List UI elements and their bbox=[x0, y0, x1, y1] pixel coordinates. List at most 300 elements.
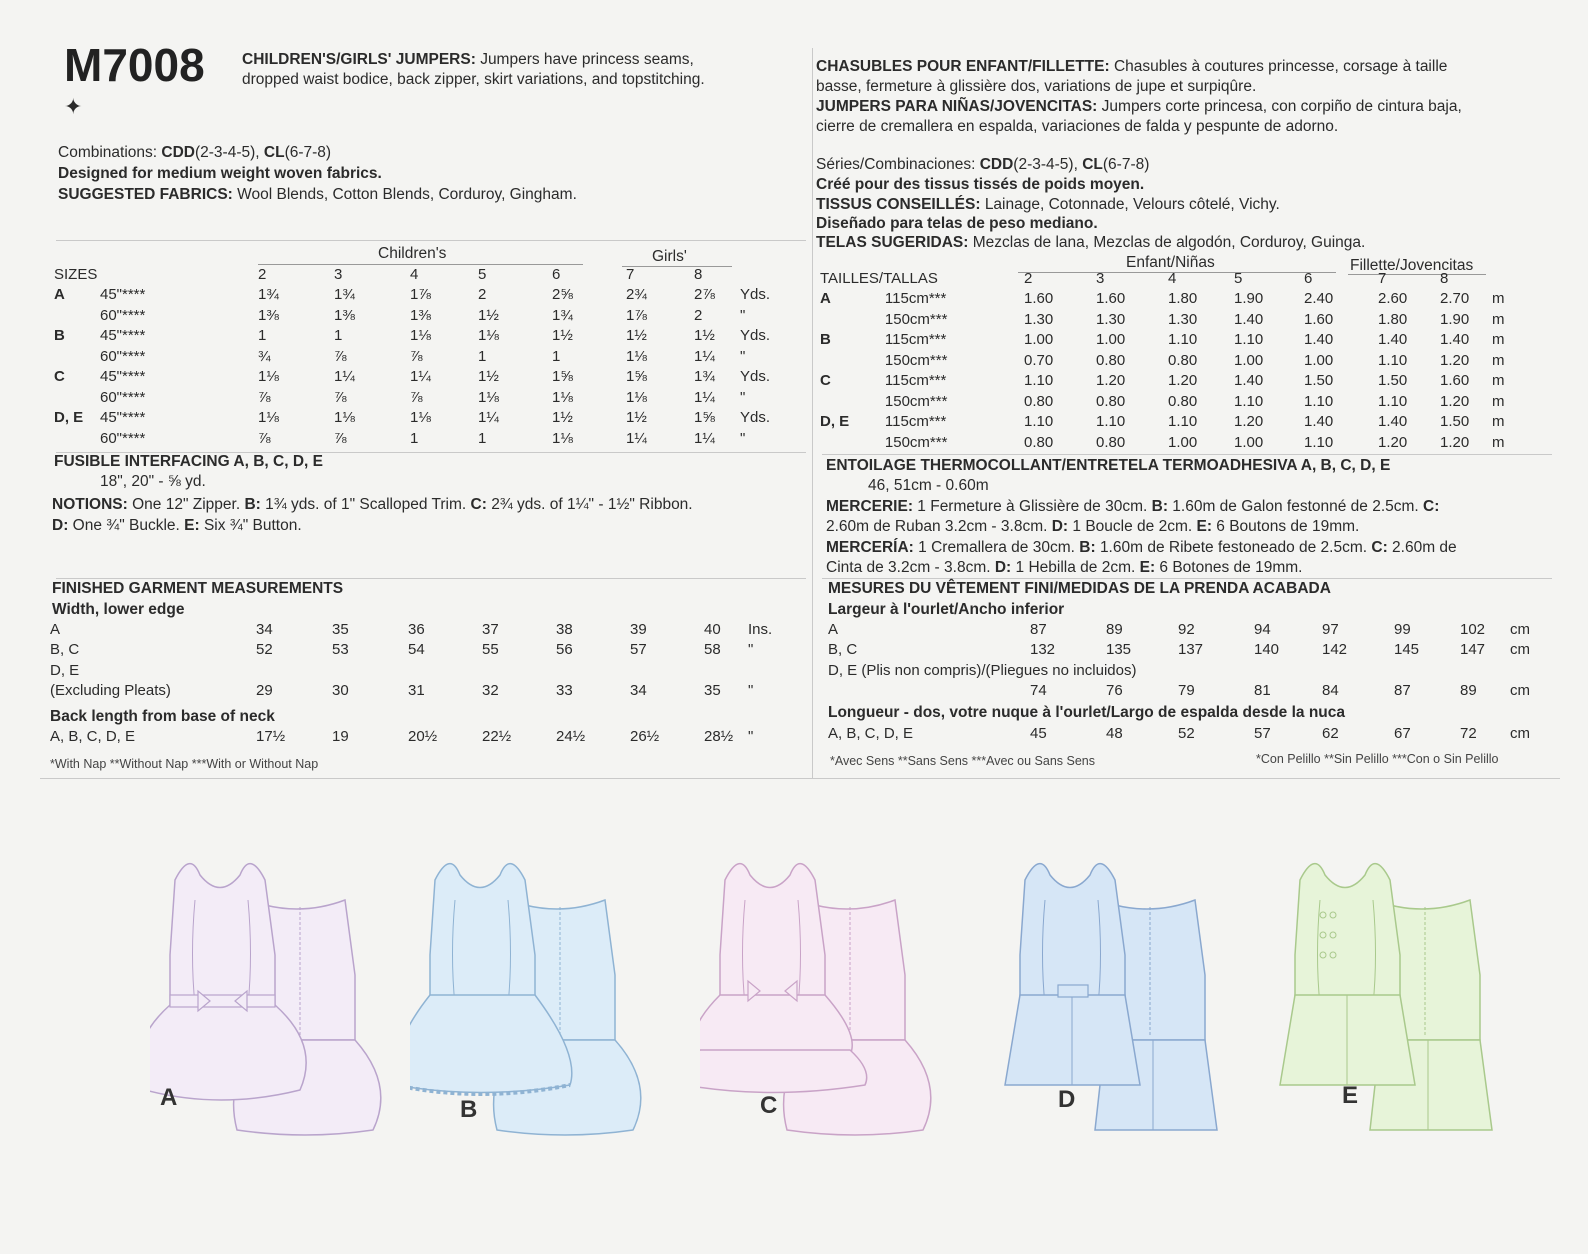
yardage-value: 1.10 bbox=[1304, 433, 1334, 451]
measurement-row bbox=[828, 723, 1550, 744]
yardage-value: 1.40 bbox=[1378, 413, 1408, 431]
fr-group-children: Enfant/Niñas bbox=[1126, 254, 1215, 271]
yardage-view-label bbox=[820, 350, 885, 371]
en-back-label: Back length from base of neck bbox=[50, 708, 275, 725]
fr-back-label: Longueur - dos, votre nuque à l'ourlet/Largo de espalda desde la nuca bbox=[828, 704, 1345, 721]
measurement-label: (Excluding Pleats) bbox=[50, 682, 171, 700]
measurement-value: 89 bbox=[1460, 682, 1477, 700]
en-fabrics bbox=[58, 185, 577, 204]
yardage-value: 1.50 bbox=[1378, 372, 1408, 390]
measurement-unit: cm bbox=[1510, 641, 1530, 659]
en-notions-line1 bbox=[52, 495, 693, 514]
pattern-code: M7008 bbox=[64, 39, 205, 91]
yardage-value: 1.60 bbox=[1096, 290, 1126, 308]
yardage-value: 1⅛ bbox=[552, 429, 573, 447]
en-size-7: 7 bbox=[626, 265, 635, 283]
en-designed: Designed for medium weight woven fabrics. bbox=[58, 165, 382, 182]
es-desc1: Jumpers corte princesa, con corpiño de cintura baja, bbox=[1101, 98, 1462, 115]
measurement-label: A bbox=[828, 620, 839, 638]
yardage-fabric-width: 60"**** bbox=[100, 388, 146, 406]
yardage-fabric-width: 150cm*** bbox=[884, 433, 948, 451]
en-title-line1 bbox=[242, 50, 694, 69]
yardage-row bbox=[54, 408, 790, 429]
en-desc2: dropped waist bodice, back zipper, skirt variations, and topstitching. bbox=[242, 71, 705, 88]
en-finished-table bbox=[50, 619, 788, 701]
front-bodice bbox=[1020, 864, 1125, 1005]
yardage-value: 1⅜ bbox=[334, 306, 355, 324]
yardage-value: 1¼ bbox=[410, 368, 431, 386]
yardage-value: 1 bbox=[410, 429, 419, 447]
en-combinations bbox=[58, 143, 331, 162]
yardage-view-label bbox=[54, 305, 100, 326]
yardage-value: 1.10 bbox=[1378, 351, 1408, 369]
measurement-value bbox=[556, 660, 630, 681]
yardage-value: 0.80 bbox=[1024, 433, 1054, 451]
en-title: CHILDREN'S/GIRLS' JUMPERS: bbox=[242, 51, 476, 68]
yardage-value: 1.30 bbox=[1024, 310, 1054, 328]
yardage-value: 1.40 bbox=[1440, 331, 1470, 349]
en-comb-cdd: CDD bbox=[161, 144, 195, 161]
fr-mercerie-d: D: bbox=[1051, 518, 1069, 535]
es-merceria-buttons: 6 Botones de 19mm. bbox=[1159, 559, 1303, 576]
yardage-value: 1¼ bbox=[478, 409, 499, 427]
measurement-label: B, C bbox=[50, 641, 80, 659]
en-notions-line2 bbox=[52, 516, 302, 535]
yardage-row bbox=[54, 326, 790, 347]
es-fabrics-label: TELAS SUGERIDAS: bbox=[816, 234, 969, 251]
measurement-value: 92 bbox=[1178, 620, 1195, 638]
yardage-view-label bbox=[54, 387, 100, 408]
yardage-value: ⅞ bbox=[258, 429, 271, 447]
fr-back-row bbox=[828, 723, 1550, 744]
yardage-value: 1¼ bbox=[334, 368, 355, 386]
front-bodice bbox=[170, 864, 275, 1005]
yardage-value: 1.40 bbox=[1304, 331, 1334, 349]
yardage-value: ⅞ bbox=[334, 429, 347, 447]
yardage-value: 1.20 bbox=[1234, 413, 1264, 431]
yardage-value: 1.20 bbox=[1440, 392, 1470, 410]
fr-comb-cdd: CDD bbox=[979, 156, 1014, 173]
measurement-unit: Ins. bbox=[748, 620, 773, 638]
measurement-value: 87 bbox=[1030, 620, 1047, 638]
yardage-value: 1.50 bbox=[1440, 413, 1470, 431]
view-label-a: A bbox=[160, 1084, 178, 1111]
yardage-fabric-width: 115cm*** bbox=[884, 413, 947, 431]
en-notions-ribbon: 2¾ yds. of 1¼" - 1½" Ribbon. bbox=[491, 496, 693, 513]
measurement-value: 35 bbox=[332, 620, 349, 638]
fr-mercerie-buckle: 1 Boucle de 2cm. bbox=[1072, 518, 1193, 535]
es-merceria-ribbon-a: 2.60m de bbox=[1392, 539, 1457, 556]
measurement-value: 84 bbox=[1322, 682, 1339, 700]
yardage-value: 1.60 bbox=[1304, 310, 1334, 328]
measurement-label: D, E (Plis non compris)/(Pliegues no incluidos) bbox=[828, 661, 1137, 679]
measurement-value: 58 bbox=[704, 641, 721, 659]
yardage-view-label: A bbox=[54, 286, 65, 304]
en-size-6: 6 bbox=[552, 265, 561, 283]
fr-interfacing-label: ENTOILAGE THERMOCOLLANT/ENTRETELA TERMOADHESIVA A, B, C, D, E bbox=[826, 457, 1391, 474]
en-size-4: 4 bbox=[410, 265, 419, 283]
view-label-c: C bbox=[760, 1092, 778, 1119]
measurement-row bbox=[828, 619, 1550, 640]
yardage-value: 1.30 bbox=[1168, 310, 1198, 328]
yardage-view-label: A bbox=[820, 290, 831, 308]
measurement-value: 48 bbox=[1106, 724, 1123, 742]
yardage-value: 1.10 bbox=[1304, 392, 1334, 410]
yardage-unit: m bbox=[1492, 413, 1505, 431]
measurement-value: 62 bbox=[1322, 724, 1339, 742]
yardage-value: 1.10 bbox=[1234, 331, 1264, 349]
fr-size-header-row bbox=[820, 268, 1522, 289]
front-bodice bbox=[430, 864, 535, 1005]
measurement-value: 53 bbox=[332, 641, 349, 659]
yardage-view-label: D, E bbox=[54, 409, 84, 427]
en-notions-trim: 1¾ yds. of 1" Scalloped Trim. bbox=[265, 496, 467, 513]
yardage-value: 1.80 bbox=[1168, 290, 1198, 308]
yardage-value: 1 bbox=[552, 347, 561, 365]
fr-title-line1 bbox=[816, 57, 1447, 76]
measurement-value: 76 bbox=[1106, 682, 1123, 700]
measurement-value: 97 bbox=[1322, 620, 1339, 638]
rule-center bbox=[812, 48, 813, 778]
view-label-d: D bbox=[1058, 1086, 1076, 1113]
measurement-value: 89 bbox=[1106, 620, 1123, 638]
yardage-unit: " bbox=[740, 347, 746, 365]
yardage-fabric-width: 115cm*** bbox=[884, 372, 947, 390]
yardage-row bbox=[54, 367, 790, 388]
star-icon: ✦ bbox=[64, 94, 83, 119]
yardage-value: 1.10 bbox=[1168, 413, 1198, 431]
yardage-view-label: B bbox=[54, 327, 65, 345]
measurement-unit: " bbox=[748, 727, 754, 745]
yardage-value: 1.10 bbox=[1096, 413, 1126, 431]
yardage-value: 2 bbox=[694, 306, 703, 324]
yardage-view-label: B bbox=[820, 331, 831, 349]
measurement-value: 132 bbox=[1030, 641, 1056, 659]
yardage-unit: " bbox=[740, 429, 746, 447]
yardage-value: 2.70 bbox=[1440, 290, 1470, 308]
yardage-unit: " bbox=[740, 306, 746, 324]
measurement-value: 135 bbox=[1106, 641, 1132, 659]
measurement-row bbox=[828, 681, 1550, 702]
en-desc1: Jumpers have princess seams, bbox=[480, 51, 694, 68]
en-comb-cdd-sizes: (2-3-4-5), bbox=[194, 144, 260, 161]
measurement-unit: " bbox=[748, 641, 754, 659]
fr-size-6: 6 bbox=[1304, 269, 1313, 287]
fr-footnote: *Avec Sens **Sans Sens ***Avec ou Sans Sens bbox=[830, 754, 1095, 768]
yardage-value: 1⅛ bbox=[552, 388, 573, 406]
yardage-row bbox=[820, 309, 1522, 330]
yardage-fabric-width: 60"**** bbox=[100, 306, 146, 324]
fr-desc2: basse, fermeture à glissière dos, variations de jupe et surpiqûre. bbox=[816, 78, 1257, 95]
yardage-value: 1⅝ bbox=[694, 409, 715, 427]
es-designed: Diseñado para telas de peso mediano. bbox=[816, 215, 1098, 232]
en-comb-cl-sizes: (6-7-8) bbox=[284, 144, 332, 161]
measurement-value: 57 bbox=[630, 641, 647, 659]
en-notions-c: C: bbox=[470, 496, 487, 513]
yardage-value: 1 bbox=[478, 347, 487, 365]
yardage-value: 1.20 bbox=[1440, 351, 1470, 369]
fr-comb-cl-sizes: (6-7-8) bbox=[1102, 156, 1150, 173]
es-merceria-b: B: bbox=[1079, 539, 1096, 556]
en-back-table bbox=[50, 726, 788, 747]
measurement-value: 31 bbox=[408, 682, 425, 700]
es-merceria-label: MERCERÍA: bbox=[826, 539, 914, 556]
yardage-row bbox=[820, 289, 1522, 310]
en-yardage-table bbox=[54, 264, 790, 449]
yardage-unit: Yds. bbox=[740, 368, 771, 386]
yardage-view-label bbox=[820, 432, 885, 453]
measurement-value: 32 bbox=[482, 682, 499, 700]
es-merceria-trim: 1.60m de Ribete festoneado de 2.5cm. bbox=[1099, 539, 1368, 556]
yardage-value: 1⅝ bbox=[552, 368, 573, 386]
yardage-unit: m bbox=[1492, 351, 1505, 369]
fr-mercerie-ribbon: 2.60m de Ruban 3.2cm - 3.8cm. bbox=[826, 518, 1048, 535]
fr-fabrics-list: Lainage, Cotonnade, Velours côtelé, Vichy. bbox=[984, 196, 1280, 213]
es-merceria-line2 bbox=[826, 558, 1302, 577]
yardage-row bbox=[54, 387, 790, 408]
yardage-value: 1.00 bbox=[1304, 351, 1334, 369]
measurement-label: A bbox=[50, 620, 61, 638]
yardage-value: 1¾ bbox=[334, 286, 355, 304]
yardage-value: 0.80 bbox=[1168, 351, 1198, 369]
yardage-value: 1⅝ bbox=[626, 368, 647, 386]
yardage-value: 1⅛ bbox=[258, 409, 279, 427]
measurement-value: 30 bbox=[332, 682, 349, 700]
yardage-value: ⅞ bbox=[258, 388, 271, 406]
yardage-value: 1.10 bbox=[1378, 392, 1408, 410]
view-label-b: B bbox=[460, 1096, 478, 1123]
fr-finished-rows bbox=[828, 619, 1550, 701]
yardage-fabric-width: 115cm*** bbox=[884, 331, 947, 349]
yardage-unit: Yds. bbox=[740, 409, 771, 427]
yardage-value: 1⅛ bbox=[478, 327, 499, 345]
es-title: JUMPERS PARA NIÑAS/JOVENCITAS: bbox=[816, 98, 1098, 115]
yardage-unit: m bbox=[1492, 372, 1505, 390]
yardage-value: 2⅞ bbox=[694, 286, 715, 304]
yardage-fabric-width: 45"**** bbox=[100, 409, 146, 427]
fr-fabrics-label: TISSUS CONSEILLÉS: bbox=[816, 196, 981, 213]
yardage-value: 1⅛ bbox=[478, 388, 499, 406]
fr-finished-label: MESURES DU VÊTEMENT FINI/MEDIDAS DE LA PRENDA ACABADA bbox=[828, 580, 1331, 597]
yardage-value: 1.00 bbox=[1234, 351, 1264, 369]
yardage-unit: m bbox=[1492, 290, 1505, 308]
measurement-value: 74 bbox=[1030, 682, 1047, 700]
yardage-value: ⅞ bbox=[334, 347, 347, 365]
ribbon-sash bbox=[170, 995, 275, 1007]
yardage-value: 1¾ bbox=[552, 306, 573, 324]
measurement-value: 22½ bbox=[482, 727, 512, 745]
en-size-header-row bbox=[54, 264, 790, 285]
en-back-row bbox=[50, 726, 788, 747]
yardage-value: 1.20 bbox=[1378, 433, 1408, 451]
measurement-value: 87 bbox=[1394, 682, 1411, 700]
yardage-value: 0.80 bbox=[1096, 351, 1126, 369]
en-finished-label: FINISHED GARMENT MEASUREMENTS bbox=[52, 580, 344, 597]
yardage-value: 0.80 bbox=[1168, 392, 1198, 410]
measurement-value: 34 bbox=[630, 682, 647, 700]
fr-mercerie-e: E: bbox=[1196, 518, 1212, 535]
fr-finished-table bbox=[828, 619, 1550, 701]
yardage-value: 1.40 bbox=[1234, 310, 1264, 328]
yardage-row bbox=[54, 346, 790, 367]
measurement-value bbox=[256, 660, 332, 681]
en-notions-label: NOTIONS: bbox=[52, 496, 128, 513]
fr-mercerie-zipper: 1 Fermeture à Glissière de 30cm. bbox=[917, 498, 1148, 515]
measurement-row bbox=[50, 640, 788, 661]
garment-view-d bbox=[1000, 845, 1250, 1145]
yardage-value: 1⅜ bbox=[258, 306, 279, 324]
yardage-value: 1.10 bbox=[1234, 392, 1264, 410]
en-interfacing: 18", 20" - ⅝ yd. bbox=[100, 473, 206, 490]
yardage-value: 1¼ bbox=[626, 429, 647, 447]
measurement-unit: cm bbox=[1510, 682, 1530, 700]
yardage-value: 1⅜ bbox=[410, 306, 431, 324]
fr-mercerie-line1 bbox=[826, 497, 1439, 516]
measurement-unit: cm bbox=[1510, 620, 1530, 638]
yardage-view-label bbox=[820, 309, 885, 330]
measurement-value: 140 bbox=[1254, 641, 1280, 659]
yardage-value: 0.80 bbox=[1096, 433, 1126, 451]
yardage-value: 1½ bbox=[626, 327, 647, 345]
yardage-value: 1 bbox=[258, 327, 267, 345]
yardage-value: 1.30 bbox=[1096, 310, 1126, 328]
measurement-value bbox=[482, 660, 556, 681]
yardage-value: 1.20 bbox=[1096, 372, 1126, 390]
en-interfacing-label: FUSIBLE INTERFACING A, B, C, D, E bbox=[54, 453, 323, 470]
measurement-label: A, B, C, D, E bbox=[50, 727, 136, 745]
measurement-value: 52 bbox=[256, 641, 273, 659]
front-skirt-tier2 bbox=[700, 1050, 867, 1093]
yardage-value: 1⅛ bbox=[626, 388, 647, 406]
yardage-value: 0.80 bbox=[1024, 392, 1054, 410]
yardage-value: 1½ bbox=[694, 327, 715, 345]
yardage-unit: " bbox=[740, 388, 746, 406]
yardage-value: 1½ bbox=[478, 306, 499, 324]
measurement-value bbox=[704, 660, 748, 681]
measurement-value bbox=[630, 660, 704, 681]
en-notions-buckle: One ¾" Buckle. bbox=[72, 517, 180, 534]
en-yardage-rows bbox=[54, 285, 790, 449]
measurement-label: A, B, C, D, E bbox=[828, 724, 914, 742]
yardage-value: 1.90 bbox=[1440, 310, 1470, 328]
front-bodice bbox=[1295, 864, 1400, 1005]
fr-interfacing: 46, 51cm - 0.60m bbox=[868, 477, 989, 494]
es-fabrics bbox=[816, 233, 1365, 252]
garment-view-a bbox=[150, 845, 400, 1145]
fr-mercerie-c: C: bbox=[1423, 498, 1440, 515]
en-notions-zipper: One 12" Zipper. bbox=[132, 496, 241, 513]
yardage-value: 1.20 bbox=[1440, 433, 1470, 451]
fr-size-7: 7 bbox=[1378, 269, 1387, 287]
yardage-value: 1.90 bbox=[1234, 290, 1264, 308]
measurement-row bbox=[50, 619, 788, 640]
yardage-row bbox=[54, 285, 790, 306]
fr-designed: Créé pour des tissus tissés de poids moyen. bbox=[816, 176, 1145, 193]
yardage-value: 1.50 bbox=[1304, 372, 1334, 390]
yardage-value: 0.70 bbox=[1024, 351, 1054, 369]
measurement-value: 34 bbox=[256, 620, 273, 638]
yardage-row bbox=[820, 330, 1522, 351]
yardage-row bbox=[54, 428, 790, 449]
yardage-value: 1¼ bbox=[694, 388, 715, 406]
yardage-fabric-width: 60"**** bbox=[100, 347, 146, 365]
yardage-value: 1½ bbox=[478, 368, 499, 386]
measurement-value: 37 bbox=[482, 620, 499, 638]
fr-mercerie-trim: 1.60m de Galon festonné de 2.5cm. bbox=[1172, 498, 1419, 515]
fr-mercerie-b: B: bbox=[1151, 498, 1168, 515]
yardage-value: 1.00 bbox=[1096, 331, 1126, 349]
measurement-value: 29 bbox=[256, 682, 273, 700]
es-merceria-ribbon-b: Cinta de 3.2cm - 3.8cm. bbox=[826, 559, 991, 576]
garment-view-b bbox=[410, 845, 660, 1145]
measurement-value bbox=[408, 660, 482, 681]
view-label-e: E bbox=[1342, 1082, 1359, 1109]
fr-fabrics bbox=[816, 195, 1280, 214]
fr-back-table bbox=[828, 723, 1550, 744]
yardage-value: 1¼ bbox=[694, 429, 715, 447]
fr-comb-cl: CL bbox=[1082, 156, 1103, 173]
yardage-row bbox=[820, 412, 1522, 433]
yardage-view-label bbox=[820, 391, 885, 412]
yardage-value: ⅞ bbox=[410, 347, 423, 365]
en-finished-rows bbox=[50, 619, 788, 701]
yardage-row bbox=[820, 432, 1522, 453]
yardage-row bbox=[820, 350, 1522, 371]
yardage-unit: m bbox=[1492, 433, 1505, 451]
measurement-value: 79 bbox=[1178, 682, 1195, 700]
measurement-value: 28½ bbox=[704, 727, 734, 745]
fr-sizes-label: TAILLES/TALLAS bbox=[820, 269, 938, 287]
yardage-fabric-width: 150cm*** bbox=[884, 392, 948, 410]
yardage-value: 0.80 bbox=[1096, 392, 1126, 410]
yardage-unit: Yds. bbox=[740, 327, 771, 345]
es-merceria-d: D: bbox=[994, 559, 1012, 576]
es-desc2: cierre de cremallera en espalda, variaciones de falda y pespunte de adorno. bbox=[816, 118, 1339, 135]
yardage-value: 1¼ bbox=[694, 347, 715, 365]
en-fabrics-label: SUGGESTED FABRICS: bbox=[58, 186, 233, 203]
measurement-value bbox=[332, 660, 408, 681]
yardage-value: ⅞ bbox=[334, 388, 347, 406]
measurement-value: 147 bbox=[1460, 641, 1486, 659]
fr-width-label: Largeur à l'ourlet/Ancho inferior bbox=[828, 601, 1065, 618]
yardage-value: 2¾ bbox=[626, 286, 647, 304]
en-width-label: Width, lower edge bbox=[52, 601, 185, 618]
rule-en-top bbox=[56, 240, 806, 241]
fr-combinations bbox=[816, 155, 1149, 174]
yardage-value: 1.00 bbox=[1234, 433, 1264, 451]
yardage-row bbox=[820, 391, 1522, 412]
yardage-value: 1¾ bbox=[694, 368, 715, 386]
yardage-value: 1¾ bbox=[258, 286, 279, 304]
yardage-value: 1⅛ bbox=[410, 327, 431, 345]
yardage-value: 1½ bbox=[552, 327, 573, 345]
yardage-value: 1.40 bbox=[1378, 331, 1408, 349]
measurement-unit: " bbox=[748, 682, 754, 700]
yardage-unit: m bbox=[1492, 310, 1505, 328]
en-group-girls: Girls' bbox=[652, 248, 687, 265]
yardage-value: 1.10 bbox=[1168, 331, 1198, 349]
fr-comb-label: Séries/Combinaciones: bbox=[816, 156, 976, 173]
measurement-value: 102 bbox=[1460, 620, 1486, 638]
yardage-value: 2.60 bbox=[1378, 290, 1408, 308]
es-merceria-e: E: bbox=[1139, 559, 1156, 576]
yardage-value: 1⅛ bbox=[410, 409, 431, 427]
en-sizes-label: SIZES bbox=[54, 265, 98, 283]
buckle bbox=[1058, 985, 1088, 997]
measurement-value: 17½ bbox=[256, 727, 286, 745]
measurement-value: 26½ bbox=[630, 727, 660, 745]
yardage-value: 1⅛ bbox=[334, 409, 355, 427]
